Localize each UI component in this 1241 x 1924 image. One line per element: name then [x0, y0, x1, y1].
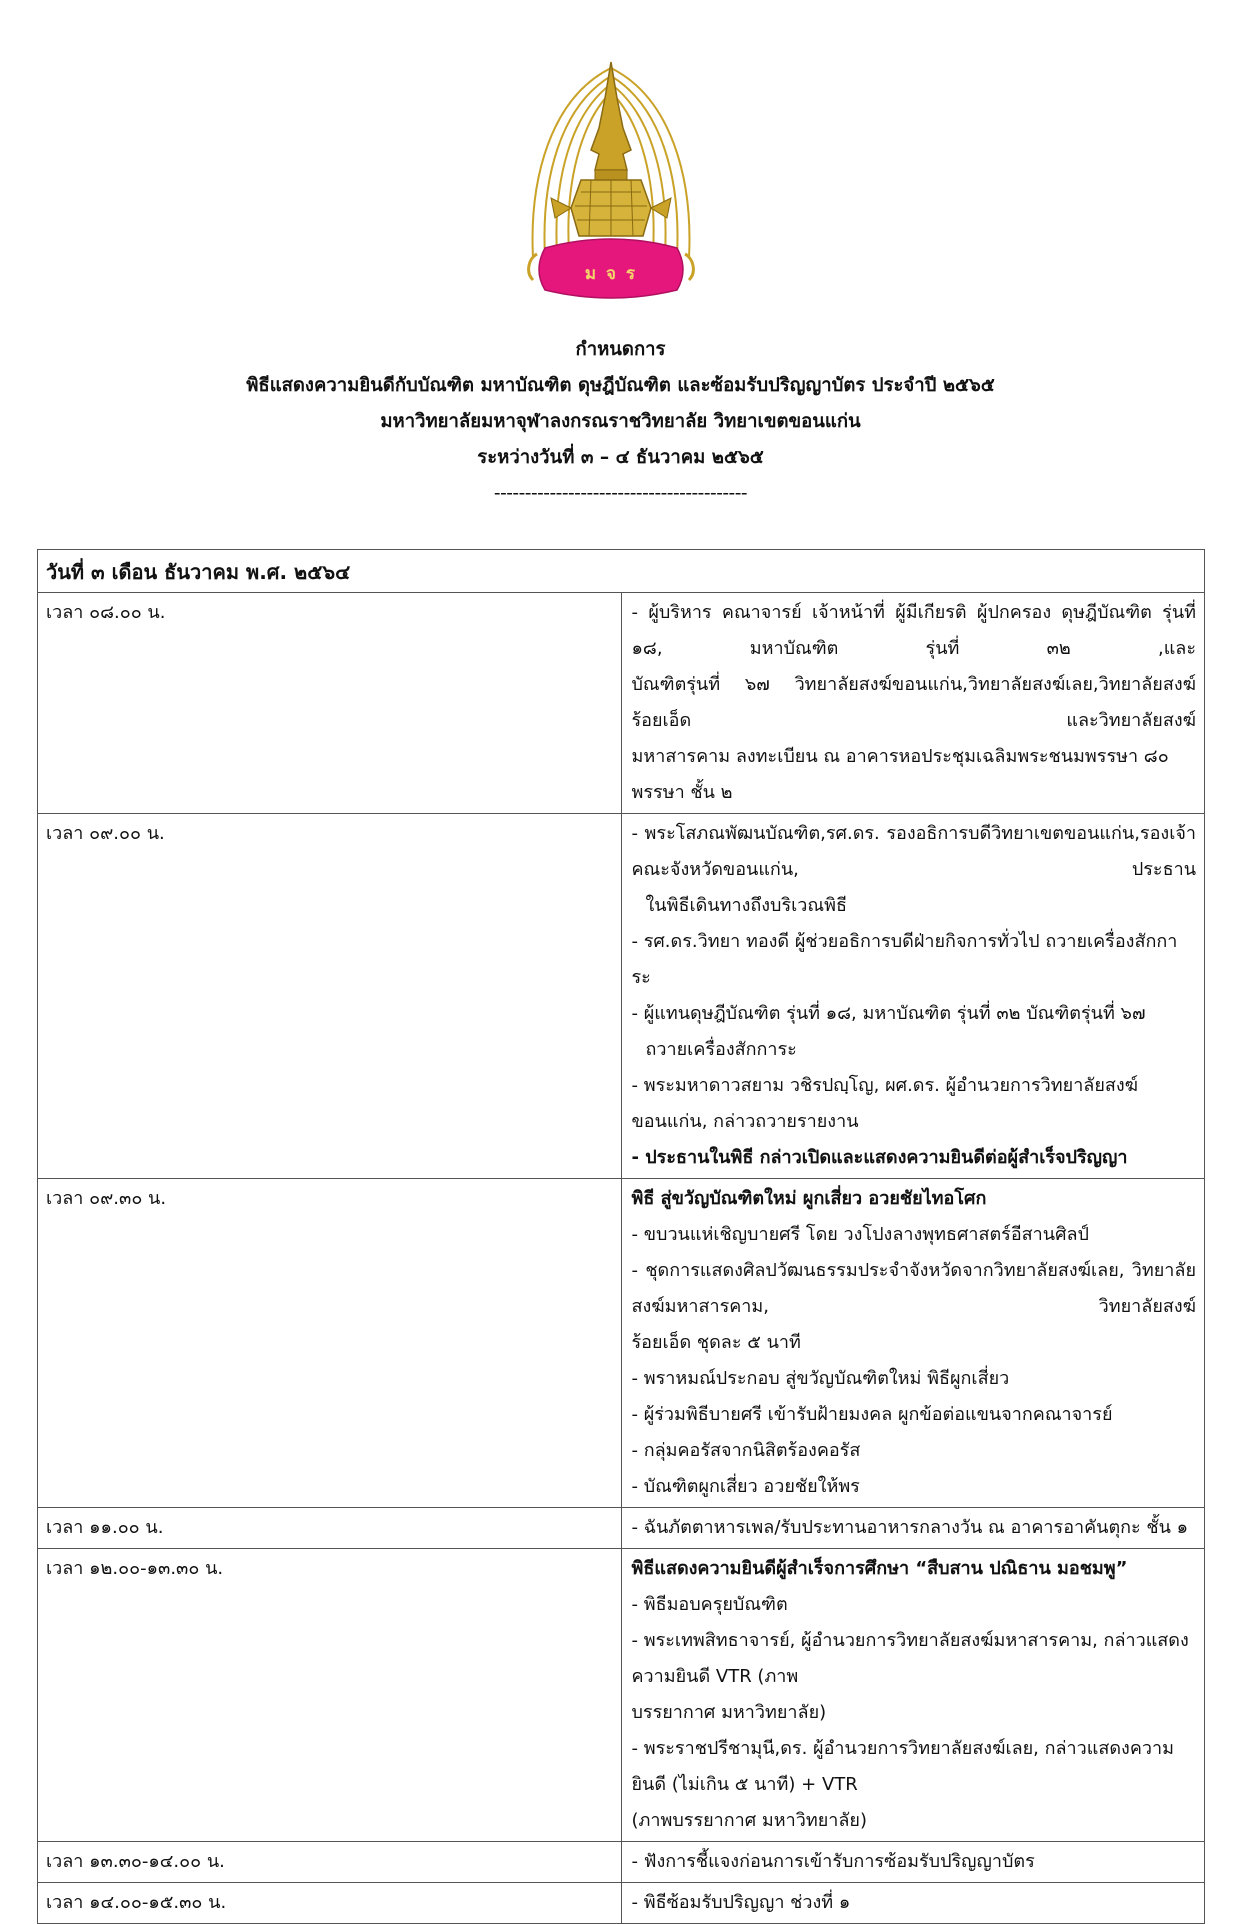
schedule-description — [621, 1842, 1205, 1883]
day-header: วันที่ ๓ เดือน ธันวาคม พ.ศ. ๒๕๖๔ — [38, 550, 1205, 593]
schedule-item-line: ถวายเครื่องสักการะ — [645, 1039, 797, 1060]
schedule-time: เวลา ๐๙.๓๐ น. — [38, 1179, 622, 1508]
schedule-row — [38, 1179, 1205, 1508]
schedule-row — [38, 593, 1205, 814]
schedule-item-line: พิธี สู่ขวัญบัณฑิตใหม่ ผูกเสี่ยว อวยชัยไทอโศก — [631, 1188, 987, 1209]
schedule-item-line: - กลุ่มคอรัสจากนิสิตร้องคอรัส — [631, 1440, 861, 1461]
schedule-item-line: มหาสารคาม ลงทะเบียน ณ อาคารหอประชุมเฉลิมพระชนมพรรษา ๘๐ พรรษา ชั้น ๒ — [631, 746, 1169, 803]
emblem-spire — [591, 62, 631, 170]
schedule-row — [38, 1508, 1205, 1549]
schedule-time: เวลา ๐๘.๐๐ น. — [38, 593, 622, 814]
heading-date-range: ระหว่างวันที่ ๓ – ๔ ธันวาคม ๒๕๖๕ — [477, 447, 764, 468]
schedule-item-line: - ประธานในพิธี กล่าวเปิดและแสดงความยินดีต่อผู้สำเร็จปริญญา — [631, 1147, 1128, 1168]
document-heading — [0, 332, 1241, 512]
schedule-item-line: บัณฑิตรุ่นที่ ๖๗ วิทยาลัยสงฆ์ขอนแก่น,วิทยาลัยสงฆ์เลย,วิทยาลัยสงฆ์ร้อยเอ็ด และวิทยาลัยสงฆ์ — [631, 674, 1196, 731]
schedule-row — [38, 1549, 1205, 1842]
schedule-description — [621, 1508, 1205, 1549]
schedule-description — [621, 593, 1205, 814]
schedule-item-line: - ผู้ร่วมพิธีบายศรี เข้ารับฝ้ายมงคล ผูกข้อต่อแขนจากคณาจารย์ — [631, 1404, 1113, 1425]
schedule-item-line: ในพิธีเดินทางถึงบริเวณพิธี — [645, 895, 847, 916]
schedule-item-line: - พิธีมอบครุยบัณฑิต — [631, 1594, 788, 1615]
schedule-item-line: - พระมหาดาวสยาม วชิรปญฺโญ, ผศ.ดร. ผู้อำนวยการวิทยาลัยสงฆ์ขอนแก่น, กล่าวถวายรายงาน — [631, 1075, 1139, 1132]
heading-university: มหาวิทยาลัยมหาจุฬาลงกรณราชวิทยาลัย วิทยาเขตขอนแก่น — [380, 411, 861, 432]
schedule-item-line: - พระราชปรีชามุนี,ดร. ผู้อำนวยการวิทยาลัยสงฆ์เลย, กล่าวแสดงความยินดี (ไม่เกิน ๕ นาที) + VTR — [631, 1738, 1174, 1795]
schedule-item-line: - ชุดการแสดงศิลปวัฒนธรรมประจำจังหวัดจากวิทยาลัยสงฆ์เลย, วิทยาลัยสงฆ์มหาสารคาม, วิทยาลัยสงฆ์ — [631, 1260, 1196, 1317]
schedule-time: เวลา ๑๒.๐๐-๑๓.๓๐ น. — [38, 1549, 622, 1842]
schedule-item-line: - ผู้แทนดุษฎีบัณฑิต รุ่นที่ ๑๘, มหาบัณฑิต รุ่นที่ ๓๒ บัณฑิตรุ่นที่ ๖๗ — [631, 1003, 1146, 1024]
schedule-item-line: - ขบวนแห่เชิญบายศรี โดย วงโปงลางพุทธศาสตร์อีสานศิลป์ — [631, 1224, 1089, 1245]
schedule-item-line: - ฉันภัตตาหารเพล/รับประทานอาหารกลางวัน ณ อาคารอาคันตุกะ ชั้น ๑ — [631, 1517, 1189, 1538]
schedule-item-line: - ฟังการชี้แจงก่อนการเข้ารับการซ้อมรับปริญญาบัตร — [631, 1851, 1035, 1872]
schedule-item-line: บรรยากาศ มหาวิทยาลัย) — [631, 1702, 827, 1723]
schedule-item-line: - พิธีซ้อมรับปริญญา ช่วงที่ ๑ — [631, 1892, 851, 1913]
schedule-time: เวลา ๑๑.๐๐ น. — [38, 1508, 622, 1549]
schedule-item-line: - รศ.ดร.วิทยา ทองดี ผู้ช่วยอธิการบดีฝ่ายกิจการทั่วไป ถวายเครื่องสักการะ — [631, 931, 1178, 988]
schedule-time: เวลา ๑๓.๓๐-๑๔.๐๐ น. — [38, 1842, 622, 1883]
schedule-table — [37, 549, 1205, 1924]
schedule-item-line: - ผู้บริหาร คณาจารย์ เจ้าหน้าที่ ผู้มีเกียรติ ผู้ปกครอง ดุษฎีบัณฑิต รุ่นที่ ๑๘, มหาบัณฑิต รุ่นที่ ๓๒ ,และ — [631, 602, 1196, 659]
schedule-time: เวลา ๑๔.๐๐-๑๕.๓๐ น. — [38, 1883, 622, 1924]
heading-title: กำหนดการ — [575, 339, 666, 360]
schedule-item-line: (ภาพบรรยากาศ มหาวิทยาลัย) — [631, 1810, 867, 1831]
schedule-item-line: - พระโสภณพัฒนบัณฑิต,รศ.ดร. รองอธิการบดีวิทยาเขตขอนแก่น,รองเจ้าคณะจังหวัดขอนแก่น, ประธาน — [631, 823, 1196, 880]
schedule-description — [621, 1549, 1205, 1842]
schedule-description — [621, 1883, 1205, 1924]
university-emblem-logo — [511, 58, 711, 318]
schedule-row — [38, 1842, 1205, 1883]
schedule-item-line: พิธีแสดงความยินดีผู้สำเร็จการศึกษา “สืบสาน ปณิธาน มอชมพู” — [631, 1558, 1128, 1579]
schedule-item-line: ร้อยเอ็ด ชุดละ ๕ นาที — [631, 1332, 801, 1353]
schedule-item-line: - พระเทพสิทธาจารย์, ผู้อำนวยการวิทยาลัยสงฆ์มหาสารคาม, กล่าวแสดงความยินดี VTR (ภาพ — [631, 1630, 1189, 1687]
schedule-row — [38, 814, 1205, 1179]
schedule-item-line: - บัณฑิตผูกเสี่ยว อวยชัยให้พร — [631, 1476, 860, 1497]
schedule-description — [621, 1179, 1205, 1508]
schedule-item-line: - พราหมณ์ประกอบ สู่ขวัญบัณฑิตใหม่ พิธีผูกเสี่ยว — [631, 1368, 1010, 1389]
day-header-row — [38, 550, 1205, 593]
heading-event-name: พิธีแสดงความยินดีกับบัณฑิต มหาบัณฑิต ดุษฎีบัณฑิต และซ้อมรับปริญญาบัตร ประจำปี ๒๕๖๕ — [246, 375, 995, 396]
heading-divider: ----------------------------------------- — [493, 483, 748, 504]
emblem-text: ม จ ร — [584, 264, 638, 284]
schedule-description — [621, 814, 1205, 1179]
schedule-row — [38, 1883, 1205, 1924]
schedule-time: เวลา ๐๙.๐๐ น. — [38, 814, 622, 1179]
